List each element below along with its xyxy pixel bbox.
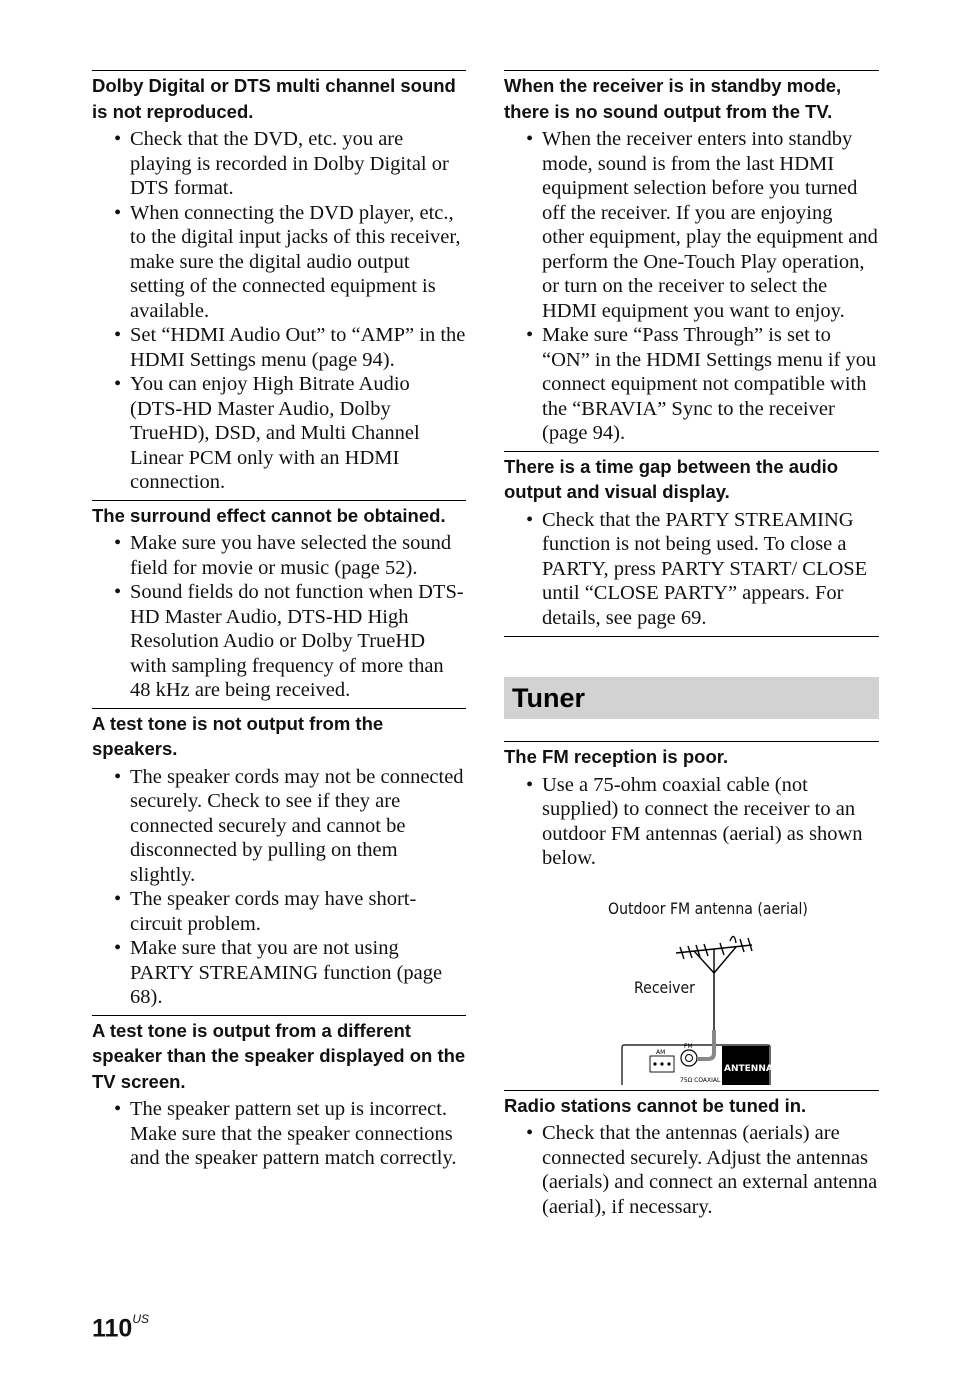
tuner-section-title: Tuner [512, 682, 585, 713]
bullet-item: • Make sure you have selected the sound field for movie or music (page 52). [130, 531, 466, 580]
panel-antenna-label: ANTENNA [724, 1063, 773, 1074]
section-heading: The surround effect cannot be obtained. [92, 504, 446, 526]
bullet-item: • When connecting the DVD player, etc., to the digital input jacks of this receiver, make sure the digital audio output setting of the connected equipment is available. [130, 201, 466, 324]
bullet-item: • Check that the DVD, etc. you are playing is recorded in Dolby Digital or DTS format. [130, 127, 466, 201]
bullet-list [92, 1097, 466, 1171]
page-region-suffix: US [132, 1312, 150, 1326]
bullet-list [504, 127, 879, 446]
section-standby-no-sound [504, 70, 879, 446]
bullet-item: • You can enjoy High Bitrate Audio (DTS-HD Master Audio, Dolby TrueHD), DSD, and Multi Channel Linear PCM only with an HDMI connection. [130, 372, 466, 495]
bullet-item: • When the receiver enters into standby mode, sound is from the last HDMI equipment selection before you turned off the receiver. If you are enjoying other equipment, play the equipment and perform the One-Touch Play operation, or turn on the receiver to select the HDMI equipment you want to enjoy. [542, 127, 879, 323]
bullet-item: • Use a 75-ohm coaxial cable (not supplied) to connect the receiver to an outdoor FM antennas (aerial) as shown below. [542, 773, 879, 871]
bullet-list [504, 508, 879, 631]
section-time-gap [504, 451, 879, 638]
bullet-item: • Check that the PARTY STREAMING function is not being used. To close a PARTY, press PARTY START/ CLOSE until “CLOSE PARTY” appears. For details, see page 69. [542, 508, 879, 631]
bullet-item: • The speaker pattern set up is incorrect. Make sure that the speaker connections and the speaker pattern match correctly. [130, 1097, 466, 1171]
panel-fm-label: FM [684, 1042, 693, 1050]
section-heading: A test tone is not output from the speakers. [92, 712, 384, 759]
antenna-label: Outdoor FM antenna (aerial) [608, 898, 808, 918]
section-heading: Radio stations cannot be tuned in. [504, 1094, 807, 1116]
receiver-panel-icon [622, 1043, 773, 1085]
panel-coaxial-label: 75Ω COAXIAL [680, 1076, 721, 1084]
page-number-value: 110 [92, 1314, 133, 1343]
page-number [92, 1308, 149, 1343]
receiver-label: Receiver [634, 977, 695, 997]
tuner-section-banner [504, 677, 879, 719]
panel-am-label: AM [656, 1048, 666, 1056]
bullet-list [504, 1121, 879, 1219]
bullet-list [92, 127, 466, 495]
bullet-item: • The speaker cords may have short-circuit problem. [130, 887, 466, 936]
section-heading: A test tone is output from a different speaker than the speaker displayed on the TV screen. [92, 1019, 466, 1092]
bullet-item: • Make sure “Pass Through” is set to “ON” in the HDMI Settings menu if you connect equipment not compatible with the “BRAVIA” Sync to the receiver (page 94). [542, 323, 879, 446]
section-test-tone-different-speaker [92, 1015, 466, 1171]
section-dolby-dts [92, 70, 466, 495]
section-heading: There is a time gap between the audio output and visual display. [504, 455, 839, 502]
bullet-item: • Set “HDMI Audio Out” to “AMP” in the HDMI Settings menu (page 94). [130, 323, 466, 372]
bullet-item: • The speaker cords may not be connected securely. Check to see if they are connected securely and cannot be disconnected by pulling on them slightly. [130, 765, 466, 888]
bullet-item: • Make sure that you are not using PARTY STREAMING function (page 68). [130, 936, 466, 1010]
bullet-item: • Check that the antennas (aerials) are connected securely. Adjust the antennas (aerials) and connect an external antenna (aerial), if necessary. [542, 1121, 879, 1219]
bullet-list [92, 765, 466, 1010]
bullet-list [92, 531, 466, 703]
section-radio-not-tuned [504, 1090, 879, 1220]
section-test-tone-not-output [92, 708, 466, 1010]
left-column [92, 70, 466, 1171]
bullet-item: • Sound fields do not function when DTS-HD Master Audio, DTS-HD High Resolution Audio or Dolby TrueHD with sampling frequency of more than 48 kHz are being received. [130, 580, 466, 703]
right-column [504, 70, 879, 1219]
section-heading: The FM reception is poor. [504, 746, 729, 767]
section-surround-effect [92, 500, 466, 703]
section-heading: Dolby Digital or DTS multi channel sound is not reproduced. [92, 75, 456, 122]
fm-antenna-diagram [504, 875, 879, 1085]
bullet-list [504, 773, 879, 871]
section-heading: When the receiver is in standby mode, there is no sound output from the TV. [504, 75, 842, 122]
section-fm-reception [504, 741, 879, 1085]
